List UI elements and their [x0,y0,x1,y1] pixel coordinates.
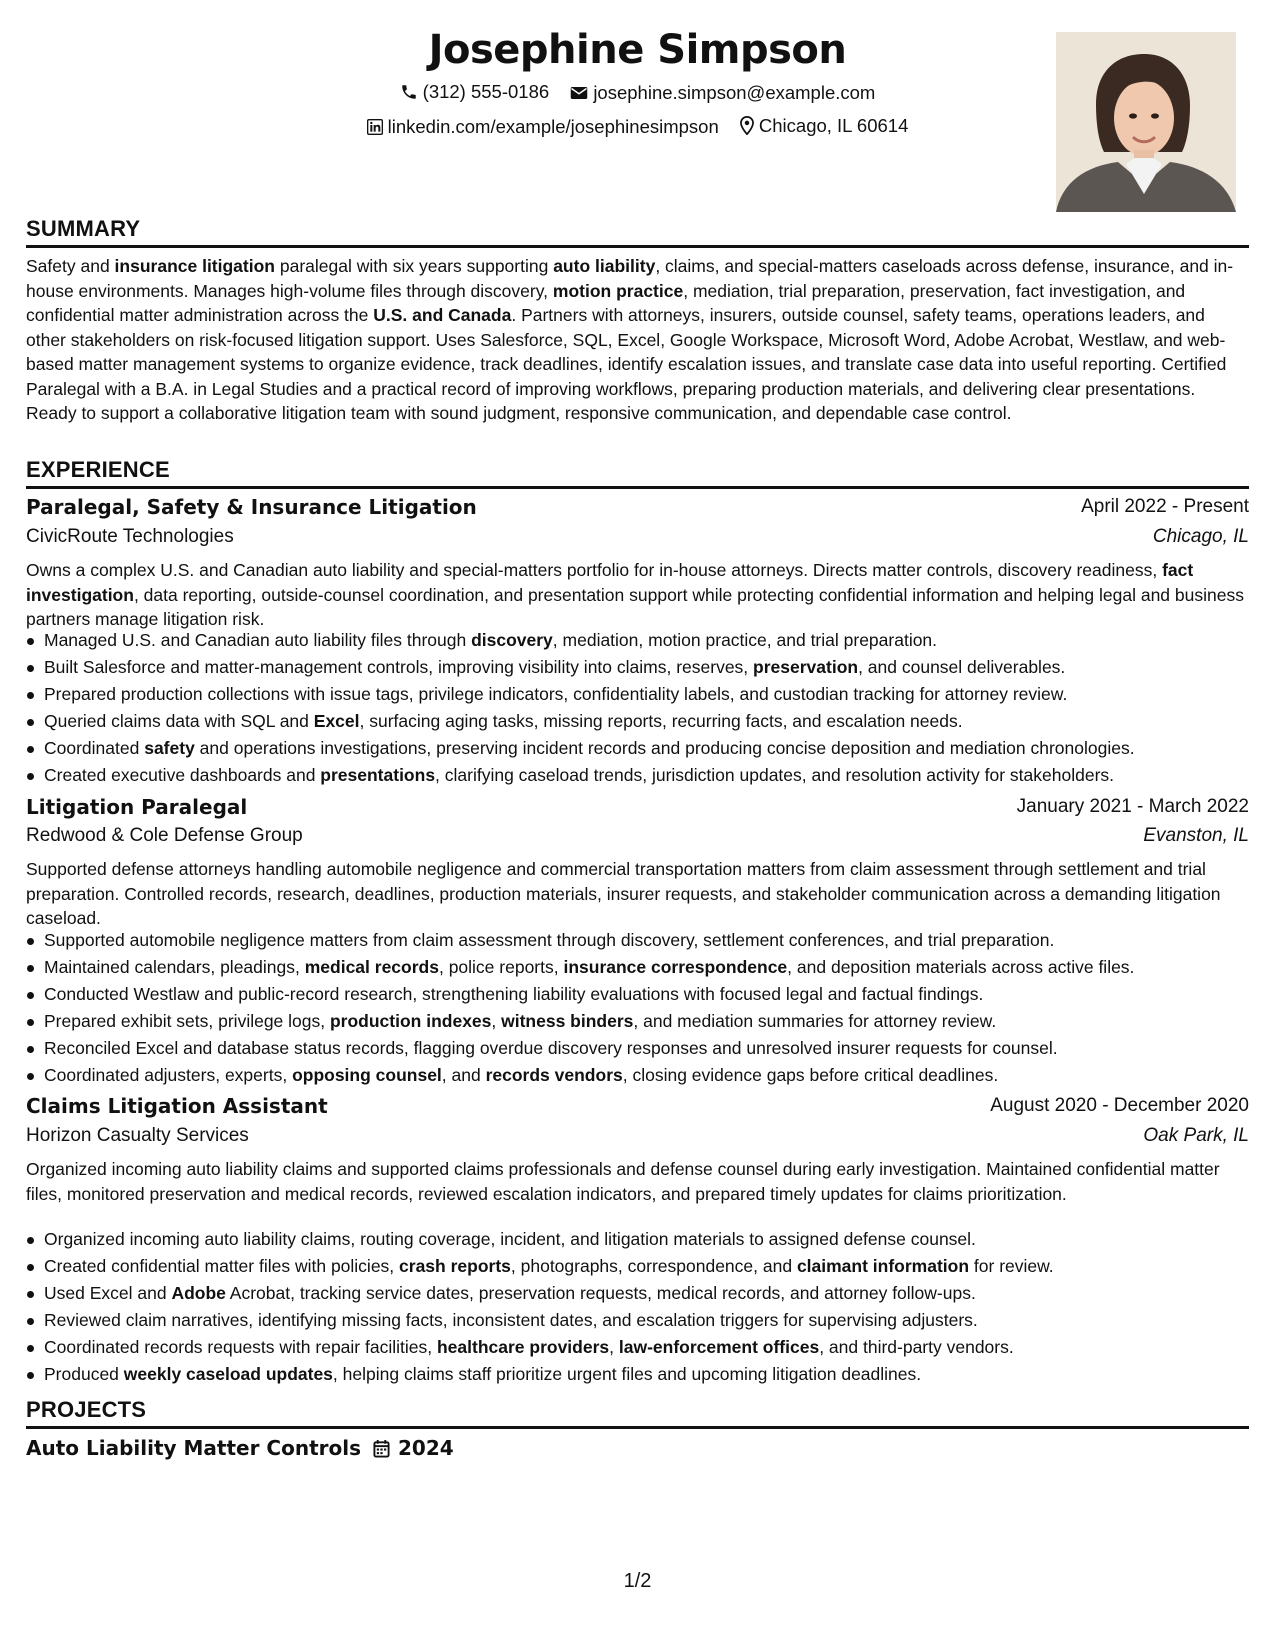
envelope-icon [570,85,588,101]
email-address[interactable]: josephine.simpson@example.com [593,82,876,103]
location-contact [740,110,908,141]
phone-contact [400,76,550,107]
job-company: CivicRoute Technologies [26,526,234,547]
project-year: 2024 [398,1436,454,1460]
summary-text: Safety and insurance litigation paralegal with six years supporting auto liability, claims, and special-matters caseloads across defense, insurance, and in-house environments. Manages high-volume files through discovery, motion practice, mediation, trial preparation, preservation, fact investigation, and confidential matter administration across the U.S. and Canada. Partners with attorneys, insurers, outside counsel, safety teams, operations leaders, and other stakeholders on risk-focused litigation support. Uses Salesforce, SQL, Excel, Google Workspace, Microsoft Word, Adobe Acrobat, Westlaw, and web-based matter management systems to organize evidence, track deadlines, identify escalation issues, and translate case data into useful reporting. Certified Paralegal with a B.A. in Legal Studies and a practical record of improving workflows, preparing production materials, and delivering clear presentations. Ready to support a collaborative litigation team with sound judgment, responsive communication, and dependable case control. [26,256,1234,423]
list-item: Coordinated records requests with repair facilities, healthcare providers, law-enforcement offices, and third-party vendors. [44,1334,1267,1361]
list-item: Coordinated safety and operations investigations, preserving incident records and producing concise deposition and mediation chronologies. [44,735,1267,762]
job-bullets [26,627,1267,789]
list-item: Created confidential matter files with policies, crash reports, photographs, correspondence, and claimant information for review. [44,1253,1267,1280]
list-item: Conducted Westlaw and public-record research, strengthening liability evaluations with focused legal and factual findings. [44,981,1267,1008]
phone-icon [400,83,418,101]
project-entry [26,1436,454,1460]
list-item: Reconciled Excel and database status records, flagging overdue discovery responses and unresolved insurer requests for counsel. [44,1035,1267,1062]
calendar-icon [373,1439,390,1458]
linkedin-contact[interactable] [367,111,719,142]
section-title-summary: SUMMARY [26,216,1249,248]
list-item: Produced weekly caseload updates, helping claims staff prioritize urgent files and upcoming litigation deadlines. [44,1361,1267,1388]
list-item: Prepared exhibit sets, privilege logs, production indexes, witness binders, and mediation summaries for attorney review. [44,1008,1267,1035]
list-item: Organized incoming auto liability claims, routing coverage, incident, and litigation materials to assigned defense counsel. [44,1226,1267,1253]
location: Chicago, IL 60614 [758,114,909,136]
section-title-projects: PROJECTS [26,1397,1249,1429]
candidate-name: Josephine Simpson [428,27,847,73]
linkedin-url[interactable]: linkedin.com/example/josephinesimpson [387,116,719,137]
job-location: Chicago, IL [1152,526,1249,547]
list-item: Supported automobile negligence matters from claim assessment through discovery, settlement conferences, and trial preparation. [44,927,1267,954]
resume-page [26,0,1249,1650]
list-item: Built Salesforce and matter-management controls, improving visibility into claims, reserves, preservation, and counsel deliverables. [44,654,1267,681]
job-title: Claims Litigation Assistant [26,1094,328,1118]
job-dates: August 2020 - December 2020 [990,1095,1249,1116]
list-item: Coordinated adjusters, experts, opposing counsel, and records vendors, closing evidence gaps before critical deadlines. [44,1062,1267,1089]
list-item: Prepared production collections with issue tags, privilege indicators, confidentiality labels, and custodian tracking for attorney review. [44,681,1267,708]
job-location: Oak Park, IL [1143,1125,1249,1146]
list-item: Reviewed claim narratives, identifying missing facts, inconsistent dates, and escalation triggers for supervising adjusters. [44,1307,1267,1334]
list-item: Maintained calendars, pleadings, medical records, police reports, insurance correspondence, and deposition materials across active files. [44,954,1267,981]
job-title: Paralegal, Safety & Insurance Litigation [26,495,477,519]
list-item: Queried claims data with SQL and Excel, surfacing aging tasks, missing reports, recurring facts, and escalation needs. [44,708,1267,735]
job-dates: April 2022 - Present [1081,496,1249,517]
linkedin-icon [367,119,383,135]
list-item: Used Excel and Adobe Acrobat, tracking service dates, preservation requests, medical records, and attorney follow-ups. [44,1280,1267,1307]
section-title-experience: EXPERIENCE [26,457,1249,489]
list-item: Managed U.S. and Canadian auto liability files through discovery, mediation, motion practice, and trial preparation. [44,627,1267,654]
job-company: Horizon Casualty Services [26,1125,249,1146]
profile-photo [1056,32,1236,212]
job-description: Organized incoming auto liability claims and supported claims professionals and defense counsel during early investigation. Maintained confidential matter files, monitored preservation and medical records, reviewed escalation indicators, and prepared timely updates for claims prioritization. [26,1159,1220,1204]
page-number: 1/2 [623,1570,652,1592]
job-description: Owns a complex U.S. and Canadian auto liability and special-matters portfolio for in-house attorneys. Directs matter controls, discovery readiness, fact investigation, data reporting, outside-counsel coordination, and presentation support while protecting confidential information and helping legal and business partners manage litigation risk. [26,560,1244,629]
job-bullets [26,927,1267,1089]
email-contact[interactable] [570,77,875,108]
job-location: Evanston, IL [1143,825,1249,846]
job-company: Redwood & Cole Defense Group [26,825,303,846]
map-pin-icon [740,116,754,135]
phone-number: (312) 555-0186 [422,81,550,102]
list-item: Created executive dashboards and presentations, clarifying caseload trends, jurisdiction updates, and resolution activity for stakeholders. [44,762,1267,789]
project-name: Auto Liability Matter Controls [26,1436,362,1460]
job-description: Supported defense attorneys handling automobile negligence and commercial transportation matters from claim assessment through settlement and trial preparation. Controlled records, research, deadlines, production materials, insurer requests, and stakeholder communication across a demanding litigation caseload. [26,859,1221,928]
job-dates: January 2021 - March 2022 [1016,796,1249,817]
job-title: Litigation Paralegal [26,795,248,819]
job-bullets [26,1226,1267,1388]
